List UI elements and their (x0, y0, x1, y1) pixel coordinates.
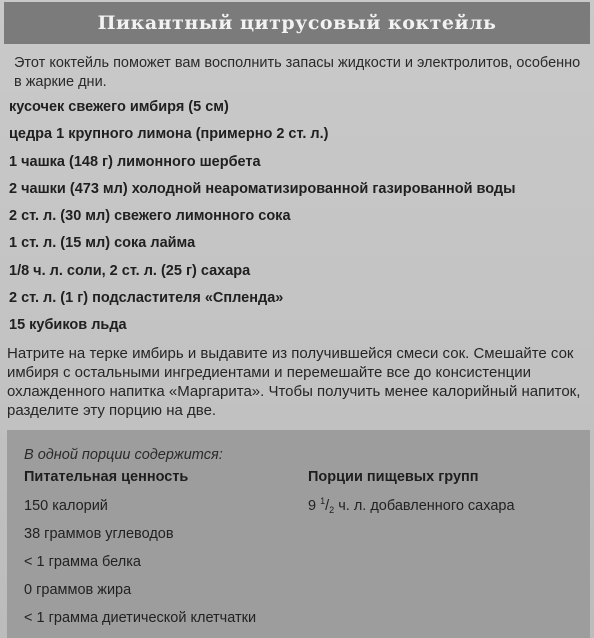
nutrition-box (7, 430, 590, 638)
title-bar (4, 2, 590, 44)
food-group-text: ч. л. добавленного сахара (338, 498, 515, 514)
food-group-fraction: $^1/_2$ (320, 496, 335, 515)
ingredient-item: 1 чашка (148 г) лимонного шербета (9, 153, 261, 170)
recipe-instructions: Натрите на терке имбирь и выдавите из получившейся смеси сок. Смешайте сок имбиря с остальными ингредиентами и перемешайте все до консистенции охлажденного напитка «Маргарита». Чтобы получить менее калорийный напиток, разделите эту порцию на две. (7, 345, 581, 419)
nutrition-values-list (24, 497, 256, 637)
ingredient-list (9, 98, 589, 344)
ingredient-item: кусочек свежего имбиря (5 см) (9, 99, 229, 115)
nutrition-value: 38 граммов углеводов (24, 526, 174, 542)
ingredient-item: 2 ст. л. (1 г) подсластителя «Спленда» (9, 290, 284, 307)
fraction-numerator: 1 (320, 496, 326, 506)
fraction-denominator: 2 (329, 505, 335, 515)
ingredient-item: 1/8 ч. л. соли, 2 ст. л. (25 г) сахара (9, 262, 251, 279)
recipe-title: Пикантный цитрусовый коктейль (97, 12, 497, 34)
ingredient-item: 1 ст. л. (15 мл) сока лайма (9, 235, 196, 252)
nutrition-values-header: Питательная ценность (24, 469, 189, 485)
ingredient-item: 2 ст. л. (30 мл) свежего лимонного сока (9, 208, 291, 225)
nutrition-value: 150 калорий (24, 498, 108, 514)
ingredient-item: 2 чашки (473 мл) холодной неароматизированной газированной воды (9, 180, 516, 197)
nutrition-value: < 1 грамма белка (24, 554, 141, 570)
ingredient-item: цедра 1 крупного лимона (примерно 2 ст. л.) (9, 126, 329, 143)
nutrition-value: < 1 грамма диетической клетчатки (24, 610, 257, 626)
nutrition-caption: В одной порции содержится: (24, 447, 223, 463)
ingredient-item: 15 кубиков льда (9, 317, 127, 334)
food-groups-header: Порции пищевых групп (308, 469, 479, 485)
food-group-whole: 9 (308, 498, 317, 514)
food-group-item (308, 496, 515, 515)
recipe-intro: Этот коктейль поможет вам восполнить запасы жидкости и электролитов, особенно в жаркие дни. (14, 55, 581, 90)
nutrition-value: 0 граммов жира (24, 582, 132, 598)
